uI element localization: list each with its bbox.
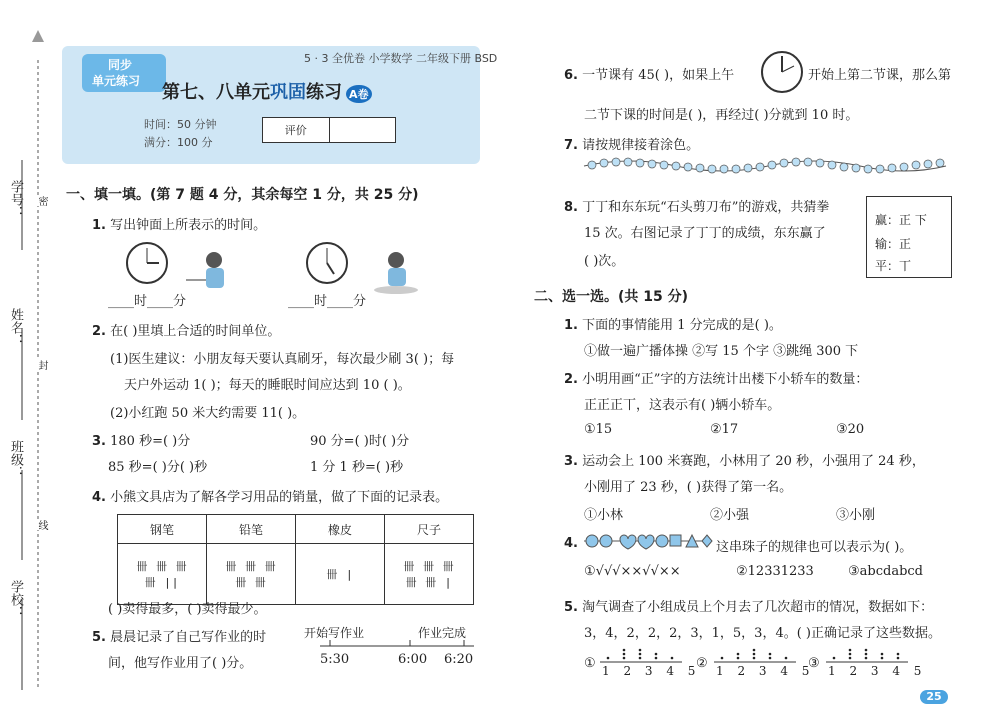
score-win: 赢：正 下 [875,213,927,227]
c4-option-3[interactable]: ③abcdabcd [848,564,924,579]
c2: 2. 小明用画“正”字的方法统计出楼下小轿车的数量： [564,372,869,387]
dot-plot-1 [598,646,684,664]
binding-margin [0,0,62,708]
q8-line3: ( )次。 [584,254,625,269]
q5: 5. 晨晨记录了自己写作业的时 [92,630,267,645]
c4-text: 这串珠子的规律也可以表示为( )。 [716,540,913,555]
q6-line1-end: 开始上第二节课，那么第 [808,68,952,83]
q1-answer-1[interactable]: ____时____分 [108,294,187,309]
badge-line2: 单元练习 [92,74,141,88]
q8-line2: 15 次。右图记录了丁丁的成绩，东东赢了 [584,226,826,241]
c2-line2: 正正正丅，这表示有( )辆小轿车。 [584,398,781,413]
clock-icon-2 [304,240,350,286]
c2-option-3[interactable]: ③20 [836,422,865,437]
q2: 2. 在( )里填上合适的时间单位。 [92,324,281,339]
q5-start-label: 开始写作业 [304,626,365,640]
tally-header: 橡皮 [296,515,385,544]
q4: 4. 小熊文具店为了解各学习用品的销量，做了下面的记录表。 [92,490,449,505]
q1-answer-2[interactable]: ____时____分 [288,294,367,309]
c4-option-1[interactable]: ①√√√××√√×× [584,564,681,579]
q5-time-2: 6:00 [398,652,428,667]
q5-time-3: 6:20 [444,652,474,667]
q5-line2: 间，他写作业用了( )分。 [108,656,253,671]
tally-cell: 卌 卌 卌 卌 卌 | [385,544,474,605]
c2-option-2[interactable]: ②17 [710,422,739,437]
page-title: 第七、八单元巩固练习 A卷 [162,78,372,104]
section-1-heading: 一、填一填。(第 7 题 4 分，其余每空 1 分，共 25 分) [66,187,419,203]
class-label: 班级： [8,440,23,479]
full-score: 满分：100 分 [144,136,213,149]
q2-1-line1: (1)医生建议：小朋友每天要认真刷牙，每次最少刷 3( )；每 [110,352,455,367]
bead-string-icon [582,530,714,552]
child-eating-icon [368,250,424,296]
seal-xian: 线 [36,520,47,530]
q1: 1. 写出钟面上所表示的时间。 [92,218,267,233]
section-2-heading: 二、选一选。(共 15 分) [534,289,689,305]
q4-answer[interactable]: ( )卖得最多，( )卖得最少。 [108,602,267,617]
q5-end-label: 作业完成 [418,626,467,640]
q7: 7. 请按规律接着涂色。 [564,138,700,153]
a-paper-badge: A卷 [346,85,372,103]
student-number-label: 学号： [8,180,23,219]
q3-d: 1 分 1 秒=( )秒 [310,460,404,475]
c5-option-3-label[interactable]: ③ [808,656,820,671]
tally-header: 铅笔 [207,515,296,544]
time-limit: 时间：50 分钟 [144,118,217,131]
seal-feng: 封 [36,360,47,370]
c3-line2: 小刚用了 23 秒，( )获得了第一名。 [584,480,793,495]
score-draw: 平：丅 [875,259,912,273]
tally-header: 钢笔 [118,515,207,544]
c4-number: 4. [564,536,578,551]
dot-plot-axis-2: 1 2 3 4 5 [716,664,815,678]
q8: 8. 丁丁和东东玩“石头剪刀布”的游戏，共猜拳 [564,200,830,215]
child-brushing-icon [182,250,238,296]
bead-pattern [580,154,950,178]
school-label: 学校： [8,580,23,619]
c1-options[interactable]: ①做一遍广播体操 ②写 15 个字 ③跳绳 300 下 [584,344,859,359]
evaluation-field [330,118,396,142]
tally-cell: 卌 卌 卌 卌 卌 [207,544,296,605]
q6: 6. 一节课有 45( )，如果上午 [564,68,735,83]
q5-timeline [318,636,478,652]
student-name-label: 姓名： [8,308,23,347]
clock-icon-3 [758,46,806,96]
score-notepad [866,196,952,278]
c3-option-3[interactable]: ③小刚 [836,508,876,523]
c3: 3. 运动会上 100 米赛跑，小林用了 20 秒，小强用了 24 秒， [564,454,925,469]
c3-option-2[interactable]: ②小强 [710,508,750,523]
q2-2: (2)小红跑 50 米大约需要 11( )。 [110,406,306,421]
tally-cell: 卌 卌 卌 卌 || [118,544,207,605]
q3-c: 85 秒=( )分( )秒 [108,460,208,475]
c1: 1. 下面的事情能用 1 分完成的是( )。 [564,318,782,333]
c5-option-1-label[interactable]: ① [584,656,596,671]
page-number: 25 [920,690,948,704]
c5-option-2-label[interactable]: ② [696,656,708,671]
score-lose: 输：正 [875,237,912,251]
q3-b: 90 分=( )时( )分 [310,434,410,449]
badge-line1: 同步 [108,58,133,72]
dot-plot-axis-1: 1 2 3 4 5 [602,664,701,678]
dot-plot-axis-3: 1 2 3 4 5 [828,664,927,678]
dot-plot-2 [712,646,798,664]
book-info: 5 · 3 全优卷 小学数学 二年级下册 BSD [304,52,498,65]
dot-plot-3 [824,646,910,664]
tally-header: 尺子 [385,515,474,544]
seal-mi: 密 [36,196,47,206]
evaluation-box [262,117,396,143]
clock-icon-1 [124,240,170,286]
unit-badge [80,50,170,94]
c5-line2: 3，4，2，2，2，3，1，5，3，4。( )正确记录了这些数据。 [584,626,941,641]
c2-option-1[interactable]: ①15 [584,422,613,437]
evaluation-label: 评价 [263,118,330,142]
q5-time-1: 5:30 [320,652,350,667]
c5: 5. 淘气调查了小组成员上个月去了几次超市的情况，数据如下： [564,600,934,615]
q2-1-line2: 天户外运动 1( )；每天的睡眠时间应达到 10 ( )。 [124,378,411,393]
tally-table [117,514,474,605]
c4-option-2[interactable]: ②12331233 [736,564,814,579]
tally-cell: 卌 | [296,544,385,605]
q3: 3. 180 秒=( )分 [92,434,191,449]
c3-option-1[interactable]: ①小林 [584,508,624,523]
q6-line2: 二节下课的时间是( )，再经过( )分就到 10 时。 [584,108,859,123]
